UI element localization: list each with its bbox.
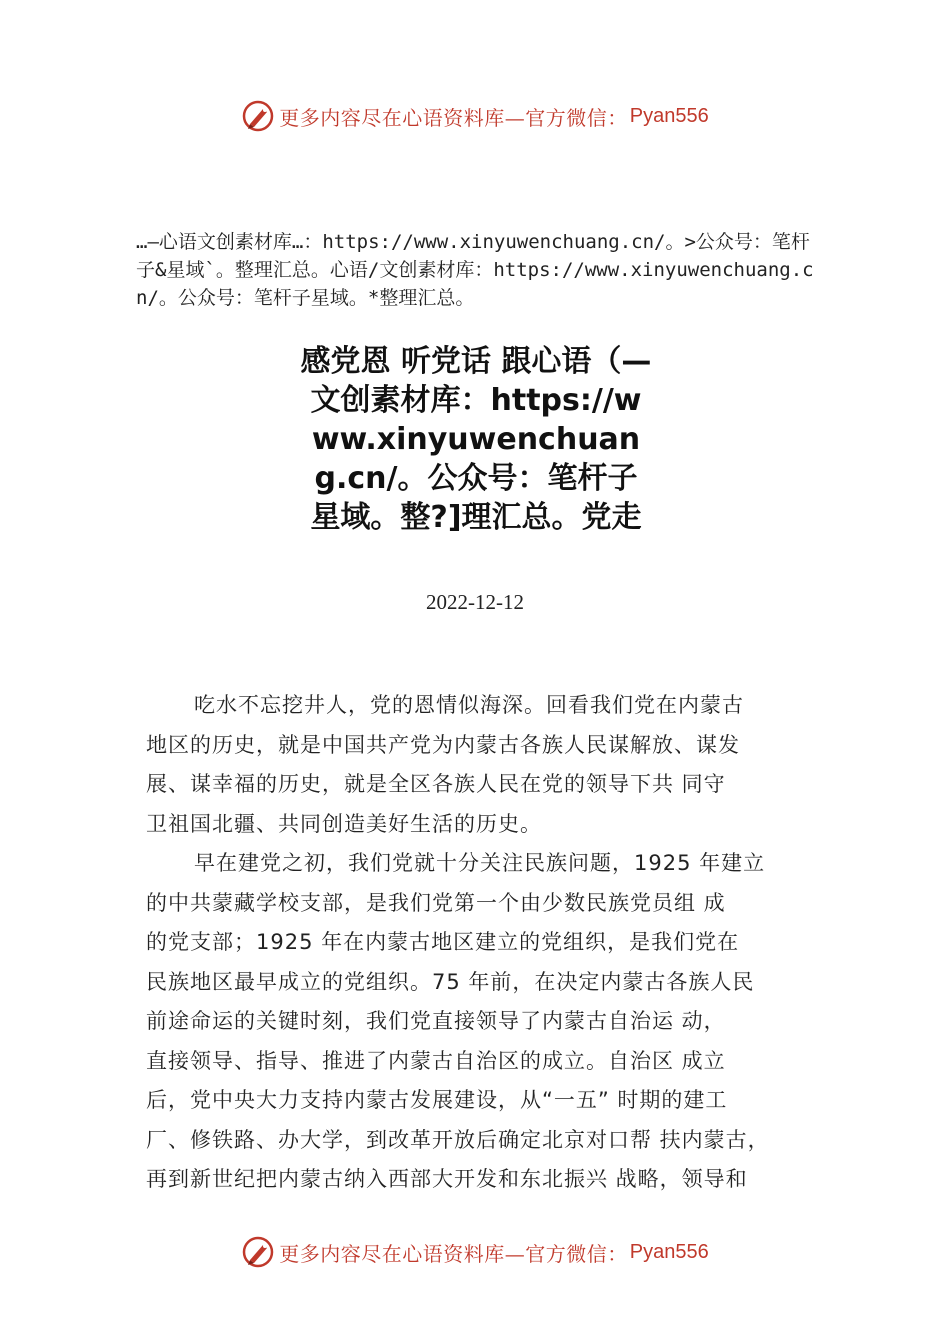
document-title: 感党恩 听党话 跟心语（—文创素材库：https://www.xinyuwenchuang.cn/。公众号：笔杆子星域。整?]理汇总。党走 xyxy=(300,344,652,535)
pen-logo-icon xyxy=(241,99,275,133)
banner-text: 更多内容尽在心语资料库—官方微信： xyxy=(279,105,628,130)
document-date: 2022-12-12 xyxy=(426,590,524,614)
wechat-id: Pyan556 xyxy=(629,1240,709,1263)
body-line: 展、谋幸福的历史，就是全区各族人民在党的领导下共 同守 xyxy=(146,772,726,796)
body-line: 前途命运的关键时刻，我们党直接领导了内蒙古自治运 动， xyxy=(146,1009,726,1033)
banner-text: 更多内容尽在心语资料库—官方微信： xyxy=(279,1241,628,1266)
footer-banner xyxy=(0,1232,950,1272)
body-line: 直接领导、指导、推进了内蒙古自治区的成立。自治区 成立 xyxy=(146,1048,726,1073)
body-line: 后，党中央大力支持内蒙古发展建设，从“一五” 时期的建工 xyxy=(146,1088,728,1112)
body-line: 吃水不忘挖井人，党的恩情似海深。回看我们党在内蒙古 xyxy=(194,693,744,717)
body-line: 的党支部；1925 年在内蒙古地区建立的党组织，是我们党在 xyxy=(146,930,740,954)
body-line: 地区的历史，就是中国共产党为内蒙古各族人民谋解放、谋发 xyxy=(146,732,740,757)
body-line: 厂、修铁路、办大学，到改革开放后确定北京对口帮 扶内蒙古， xyxy=(146,1127,770,1152)
body-line: 再到新世纪把内蒙古纳入西部大开发和东北振兴 战略，领导和 xyxy=(146,1167,748,1191)
source-note: …—心语文创素材库…：https://www.xinyuwenchuang.cn/。>公众号：笔杆子&星域`。整理汇总。心语/文创素材库：https://www.xinyuwenchuang.cn/。公众号：笔杆子星域。*整理汇总。 xyxy=(136,231,814,309)
article-body xyxy=(146,686,836,1200)
body-line: 早在建党之初，我们党就十分关注民族问题，1925 年建立 xyxy=(194,851,766,875)
pen-logo-icon xyxy=(241,1235,275,1269)
body-line: 的中共蒙藏学校支部，是我们党第一个由少数民族党员组 成 xyxy=(146,890,726,915)
header-banner xyxy=(0,96,950,136)
body-line: 民族地区最早成立的党组织。75 年前，在决定内蒙古各族人民 xyxy=(146,969,755,994)
wechat-id: Pyan556 xyxy=(629,104,709,127)
body-line: 卫祖国北疆、共同创造美好生活的历史。 xyxy=(146,811,542,836)
